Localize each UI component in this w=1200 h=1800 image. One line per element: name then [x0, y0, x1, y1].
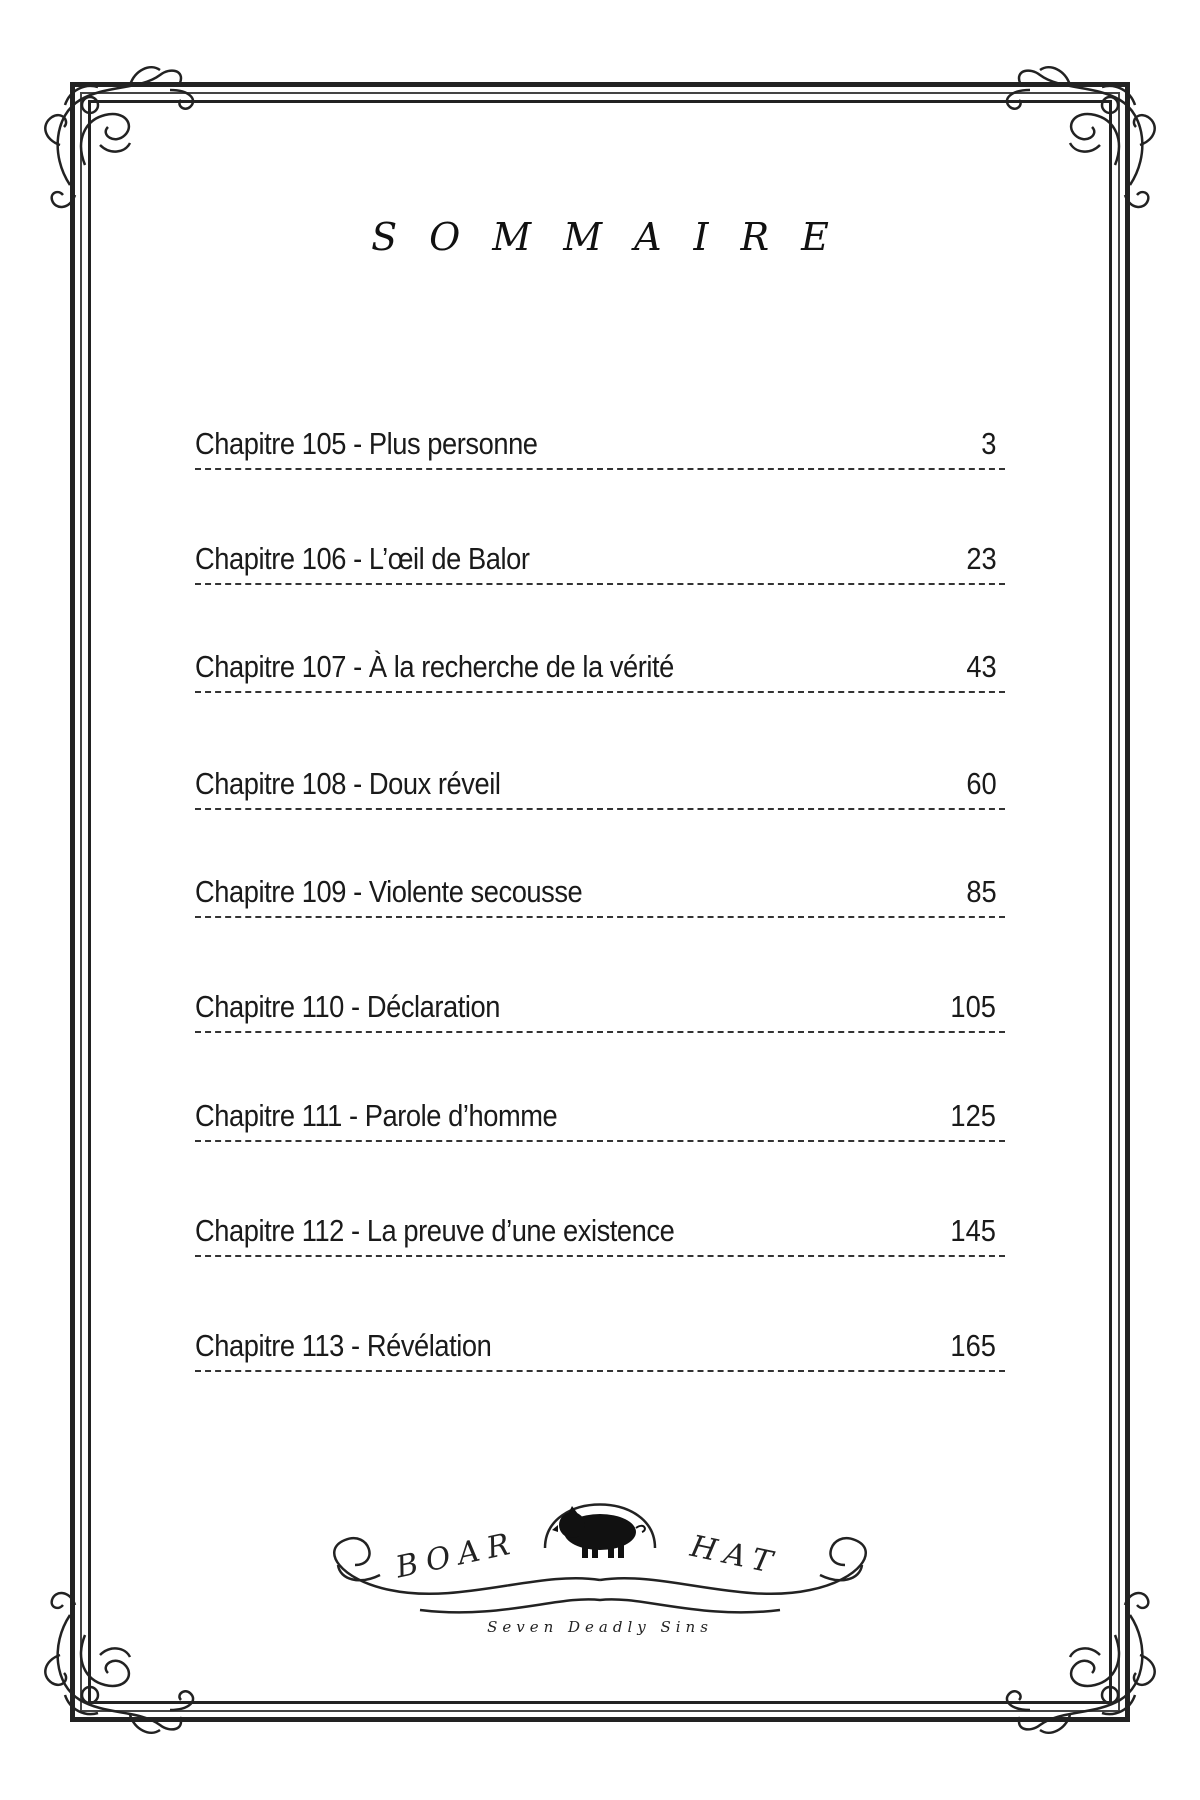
toc-entry-label: Chapitre 113 - Révélation [195, 1328, 492, 1363]
toc-entry-page-number: 85 [965, 874, 997, 909]
toc-entry-label: Chapitre 111 - Parole d’homme [195, 1098, 558, 1133]
logo-word-left: BOAR [392, 1525, 521, 1586]
toc-entry-page-number: 3 [981, 426, 997, 461]
toc-entry-label: Chapitre 107 - À la recherche de la vérité [195, 649, 674, 684]
toc-entry [195, 858, 1005, 918]
boar-hat-logo [300, 1470, 900, 1650]
corner-ornament-icon [30, 1575, 210, 1755]
toc-entry-label: Chapitre 110 - Déclaration [195, 989, 500, 1024]
toc-entry-label: Chapitre 105 - Plus personne [195, 426, 538, 461]
toc-entry-label: Chapitre 108 - Doux réveil [195, 766, 501, 801]
logo-subtitle: Seven Deadly Sins [487, 1618, 713, 1636]
corner-ornament-icon [990, 45, 1170, 225]
toc-entry-page-number: 145 [950, 1213, 997, 1248]
toc-entry-page-number: 165 [950, 1328, 997, 1363]
toc-entry-label: Chapitre 106 - L’œil de Balor [195, 541, 530, 576]
toc-entry-label: Chapitre 112 - La preuve d’une existence [195, 1213, 675, 1248]
toc-entry [195, 633, 1005, 693]
toc-entry-page-number: 23 [965, 541, 997, 576]
logo-word-right: HAT [687, 1529, 783, 1582]
toc-entry-page-number: 43 [965, 649, 997, 684]
toc-entry [195, 1312, 1005, 1372]
corner-ornament-icon [30, 45, 210, 225]
toc-entry [195, 1082, 1005, 1142]
corner-ornament-icon [990, 1575, 1170, 1755]
toc-entry-label: Chapitre 109 - Violente secousse [195, 874, 583, 909]
toc-entry-page-number: 125 [950, 1098, 997, 1133]
pig-silhouette-icon [552, 1506, 645, 1558]
toc-entry [195, 410, 1005, 470]
toc-entry [195, 750, 1005, 810]
page-title: SOMMAIRE [371, 215, 861, 259]
toc-entry [195, 973, 1005, 1033]
toc-entry [195, 1197, 1005, 1257]
toc-entry-page-number: 60 [965, 766, 997, 801]
toc-entry [195, 525, 1005, 585]
toc-entry-page-number: 105 [950, 989, 997, 1024]
